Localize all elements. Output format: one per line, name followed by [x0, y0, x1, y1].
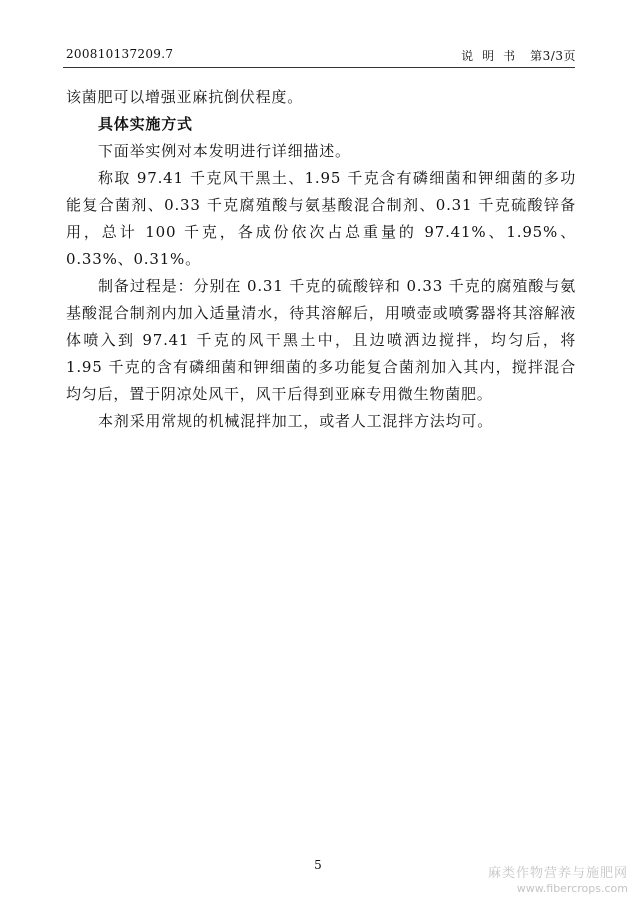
document-number: 200810137209.7	[66, 47, 174, 61]
page-label: 第3/3页	[530, 49, 576, 63]
header-divider	[63, 67, 575, 68]
paragraph-intro-continuation: 该菌肥可以增强亚麻抗倒伏程度。	[66, 88, 304, 106]
paragraph-example-intro: 下面举实例对本发明进行详细描述。	[98, 142, 351, 160]
header-right	[461, 47, 576, 64]
watermark-site-url: www.fibercrops.com	[516, 882, 628, 895]
section-heading: 具体实施方式	[98, 115, 193, 133]
paragraph-processing: 本剂采用常规的机械混拌加工，或者人工混拌方法均可。	[98, 412, 494, 430]
paragraph-preparation: 制备过程是：分别在 0.31 千克的硫酸锌和 0.33 千克的腐殖酸与氨基酸混合制剂内加入适量清水，待其溶解后，用喷壶或喷雾器将其溶解液体喷入到 97.41 千克的风干黑土中，且边喷洒边搅拌，均匀后，将 1.95 千克的含有磷细菌和钾细菌的多功能复合菌剂加入其内，搅拌混合均匀后，置于阴凉处风干，风干后得到亚麻专用微生物菌肥。	[66, 277, 576, 403]
watermark-site-name: 麻类作物营养与施肥网	[487, 866, 628, 881]
paragraph-ingredients: 称取 97.41 千克风干黑土、1.95 千克含有磷细菌和钾细菌的多功能复合菌剂、0.33 千克腐殖酸与氨基酸混合制剂、0.31 千克硫酸锌备用，总计 100 千克，各成份依次占总重量的 97.41%、1.95%、0.33%、0.31%。	[66, 169, 576, 268]
site-watermark	[488, 866, 628, 896]
page-number: 5	[314, 858, 322, 872]
document-title: 说明书	[461, 49, 525, 63]
document-body	[66, 84, 576, 435]
